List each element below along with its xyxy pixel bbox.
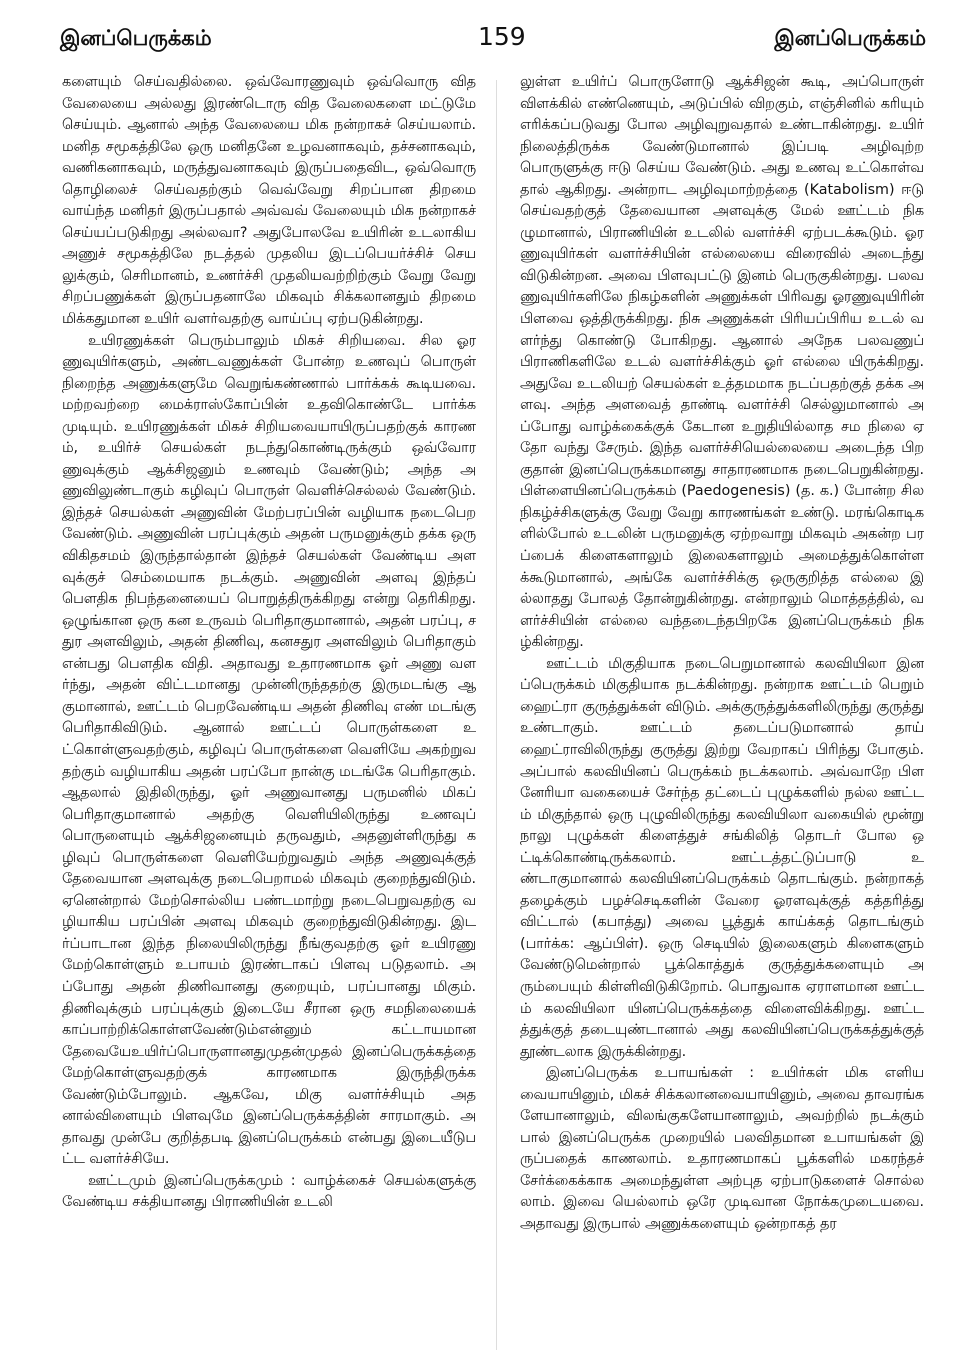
page-header [60, 22, 926, 58]
running-head-left: இனப்பெருக்கம் [60, 26, 212, 50]
paragraph: உயிரணுக்கள் பெரும்பாலும் மிகச் சிறியவை. சில ஓரணுவுயிர்களும், அண்டவணுக்கள் போன்ற உணவுப் பொருள் நிறைந்த அணுக்களுமே வெறுங்கண்ணால் பார்க்கக் கூடியவை. மற்றவற்றை மைக்ராஸ்கோப்பின் உதவிகொண்டே பார்க்கமுடியும். உயிரணுக்கள் மிகச் சிறியவையாயிருப்பதற்குக் காரணம், உயிர்ச் செயல்கள் நடந்துகொண்டிருக்கும் ஒவ்வோரணுவுக்கும் ஆக்சிஜனும் உணவும் வேண்டும்; அந்த அணுவிலுண்டாகும் கழிவுப் பொருள் வெளிச்செல்லல் வேண்டும். இந்தச் செயல்கள் அணுவின் மேற்பரப்பின் வழியாக நடைபெறவேண்டும். அணுவின் பரப்புக்கும் அதன் பருமனுக்கும் தக்க ஒரு விகிதசமம் இருந்தால்தான் இந்தச் செயல்கள் வேண்டிய அளவுக்குச் செம்மையாக நடக்கும். அணுவின் அளவு இந்தப் பௌதிக நிபந்தனையைப் பொறுத்திருக்கிறது என்று தெரிகிறது. ஒழுங்கான ஒரு கன உருவம் பெரிதாகுமானால், அதன் பரப்பு, சதுர அளவிலும், அதன் திணிவு, கனசதுர அளவிலும் பெரிதாகும் என்பது பௌதிக விதி. அதாவது உதாரணமாக ஓர் அணு வளர்ந்து, அதன் விட்டமானது முன்னிருந்ததற்கு இருமடங்கு ஆகுமானால், ஊட்டம் பெறவேண்டிய அதன் திணிவு எண் மடங்கு பெரிதாகிவிடும். ஆனால் ஊட்டப் பொருள்களை உட்கொள்ளுவதற்கும், கழிவுப் பொருள்களை வெளியே அகற்றுவதற்கும் வழியாகிய அதன் பரப்போ நான்கு மடங்கே பெரிதாகும். ஆதலால் இதிலிருந்து, ஓர் அணுவானது பருமனில் மிகப் பெரிதாகுமானால் அதற்கு வெளியிலிருந்து உணவுப் பொருளையும் ஆக்சிஜனையும் தருவதும், அதனுள்ளிருந்து கழிவுப் பொருள்களை வெளியேற்றுவதும் அந்த அணுவுக்குத் தேவையான அளவுக்கு நடைபெறாமல் மிகவும் குறைந்துவிடும். ஏனென்றால் மேற்சொல்லிய பண்டமாற்று நடைபெறுவதற்கு வழியாகிய பரப்பின் அளவு மிகவும் குறைந்துவிடுகின்றது. இடர்ப்பாடான இந்த நிலையிலிருந்து நீங்குவதற்கு ஓர் உயிரணு மேற்கொள்ளும் உபாயம் இரண்டாகப் பிளவு படுதலாம். அப்போது அதன் திணிவானது குறையும், பரப்பானது மிகும். திணிவுக்கும் பரப்புக்கும் இடையே சீரான ஒரு சமநிலையைக் காப்பாற்றிக்கொள்ளவேண்டும்என்னும் கட்டாயமானதேவையேஉயிர்ப்பொருளானதுமுதன்முதல் இனப்பெருக்கத்தை மேற்கொள்ளுவதற்குக் காரணமாக இருந்திருக்கவேண்டும்போலும். ஆகவே, மிகு வளர்ச்சியும் அதனால்விளையும் பிளவுமே இனப்பெருக்கத்தின் சாரமாகும். அதாவது முன்பே குறித்தபடி இனப்பெருக்கம் என்பது இடையீடுபட்ட வளர்ச்சியே. [62, 332, 476, 1168]
page-number: 159 [478, 22, 526, 51]
paragraph: இனப்பெருக்க உபாயங்கள் : உயிர்கள் மிக எளியவையாயினும், மிகச் சிக்கலானவையாயினும், அவை தாவரங்களேயானாலும், விலங்குகளேயானாலும், அவற்றில் நடக்கும் பால் இனப்பெருக்க முறையில் பலவிதமான உபாயங்கள் இருப்பதைக் காணலாம். உதாரணமாகப் பூக்களில் மகரந்தச் சேர்க்கைக்காக அமைந்துள்ள அற்புத ஏற்பாடுகளைச் சொல்லலாம். இவை யெல்லாம் ஒரே முடிவான நோக்கமுடையவை. அதாவது இருபால் அணுக்களையும் ஒன்றாகத் தர [520, 1065, 924, 1232]
paragraph: ஊட்டமும் இனப்பெருக்கமும் : வாழ்க்கைச் செயல்களுக்கு வேண்டிய சக்தியானது பிராணியின் உடலி [62, 1172, 476, 1211]
paragraph: ஊட்டம் மிகுதியாக நடைபெறுமானால் கலவியிலா இனப்பெருக்கம் மிகுதியாக நடக்கின்றது. நன்றாக ஊட்டம் பெறும் ஹைட்ரா குருத்துக்கள் விடும். அக்குருத்துக்களிலிருந்து குருத்து உண்டாகும். ஊட்டம் தடைப்படுமானால் தாய் ஹைட்ராவிலிருந்து குருத்து இற்று வேறாகப் பிரிந்து போகும். அப்பால் கலவியினப் பெருக்கம் நடக்கலாம். அவ்வாறே பிளனேரியா வகையைச் சேர்ந்த தட்டைப் புழுக்களில் நல்ல ஊட்டம் மிகுந்தால் ஒரு புழுவிலிருந்து கலவியிலா வகையில் மூன்று நாலு புழுக்கள் கிளைத்துச் சங்கிலித் தொடர் போல ஒட்டிக்கொண்டிருக்கலாம். ஊட்டத்தட்டுப்பாடு உண்டாகுமானால் கலவியினப்பெருக்கம் தொடங்கும். நன்றாகத் தழைக்கும் பழச்செடிகளின் வேரை ஓரளவுக்குத் கத்தரித்து விட்டால் (கபாத்து) அவை பூத்துக் காய்க்கத் தொடங்கும் (பார்க்க: ஆப்பிள்). ஒரு செடியில் இலைகளும் கிளைகளும் வேண்டுமென்றால் பூக்கொத்துக் குருத்துக்களையும் அரும்பையும் கிள்ளிவிடுகிறோம். பொதுவாக ஏராளமான ஊட்டம் கலவியிலா யினப்பெருக்கத்தை விளைவிக்கிறது. ஊட்டத்துக்குத் தடையுண்டானால் அது கலவியினப்பெருக்கத்துக்குத் தூண்டலாக இருக்கின்றது. [520, 655, 924, 1060]
paragraph: களையும் செய்வதில்லை. ஒவ்வோரணுவும் ஒவ்வொரு வித வேலையை அல்லது இரண்டொரு வித வேலைகளை மட்டுமே செய்யும். ஆனால் அந்த வேலையை மிக நன்றாகச் செய்யலாம். மனித சமூகத்திலே ஒரு மனிதனே உழவனாகவும், தச்சனாகவும், வணிகனாகவும், மருத்துவனாகவும் இருப்பதைவிட, ஒவ்வொரு தொழிலைச் செய்வதற்கும் வெவ்வேறு சிறப்பான திறமை வாய்ந்த மனிதர் இருப்பதால் அவ்வவ் வேலையும் மிக நன்றாகச் செய்யப்படுகிறது அல்லவா? அதுபோலவே உயிரின் உடலாகிய அணுச் சமூகத்திலே நடத்தல் முதலிய இடப்பெயர்ச்சிச் செயலுக்கும், செரிமானம், உணர்ச்சி முதலியவற்றிற்கும் வேறு வேறு சிறப்பணுக்கள் இருப்பதனாலே மிகவும் சிக்கலானதும் திறமை மிக்கதுமான உயிர் வளர்வதற்கு வாய்ப்பு ஏற்படுகின்றது. [62, 74, 476, 328]
running-head-right: இனப்பெருக்கம் [774, 26, 926, 50]
paragraph: லுள்ள உயிர்ப் பொருளோடு ஆக்சிஜன் கூடி, அப்பொருள் விளக்கில் எண்ணெயும், அடுப்பில் விறகும், எஞ்சினில் கரியும் எரிக்கப்படுவது போல அழிவுறுவதால் உண்டாகின்றது. உயிர் நிலைத்திருக்க வேண்டுமானால் இப்படி அழிவுற்ற பொருளுக்கு ஈடு செய்ய வேண்டும். அது உணவு உட்கொள்வதால் ஆகிறது. அன்றாட அழிவுமாற்றத்தை (Katabolism) ஈடு செய்வதற்குத் தேவையான அளவுக்கு மேல் ஊட்டம் நிகழுமானால், பிராணியின் உடலில் வளர்ச்சி ஏற்படக்கூடும். ஓரணுவுயிர்கள் வளர்ச்சியின் எல்லையை விரைவில் அடைந்து விடுகின்றன. அவை பிளவுபட்டு இனம் பெருகுகின்றது. பலவணுவுயிர்களிலே நிகழ்களின் அணுக்கள் பிரிவது ஓரணுவுயிரின் பிளவை ஒத்திருக்கிறது. நிசு அணுக்கள் பிரியப்பிரிய உடல் வளர்ந்து கொண்டு போகிறது. ஆனால் அநேக பலவணுப் பிராணிகளிலே உடல் வளர்ச்சிக்கும் ஓர் எல்லை யிருக்கிறது. அதுவே உடலியற் செயல்கள் உத்தமமாக நடப்பதற்குத் தக்க அளவு. அந்த அளவைத் தாண்டி வளர்ச்சி செல்லுமானால் அப்போது வாழ்க்கைக்குக் கேடான உறுதியில்லாத சம நிலை ஏதோ வந்து சேரும். இந்த வளர்ச்சியெல்லையை அடைந்த பிறகுதான் இனப்பெருக்கமானது சாதாரணமாக நடைபெறுகின்றது. பிள்ளையினப்பெருக்கம் (Paedogenesis) (த. க.) போன்ற சில நிகழ்ச்சிகளுக்கு வேறு வேறு காரணங்கள் உண்டு. மரங்கொடிகளில்போல் உடலின் பருமனுக்கு ஏற்றவாறு மிகவும் அகன்ற பரப்பைக் கிளைகளாலும் இலைகளாலும் அமைத்துக்கொள்ளக்கூடுமானால், அங்கே வளர்ச்சிக்கு ஒருகுறித்த எல்லை இல்லாதது போலத் தோன்றுகின்றது. என்றாலும் மொத்தத்தில், வளர்ச்சியின் எல்லை வந்தடைந்தபிறகே இனப்பெருக்கம் நிகழ்கின்றது. [520, 74, 924, 651]
left-column [62, 72, 476, 1354]
column-divider [496, 80, 497, 1350]
right-column [520, 72, 924, 1354]
